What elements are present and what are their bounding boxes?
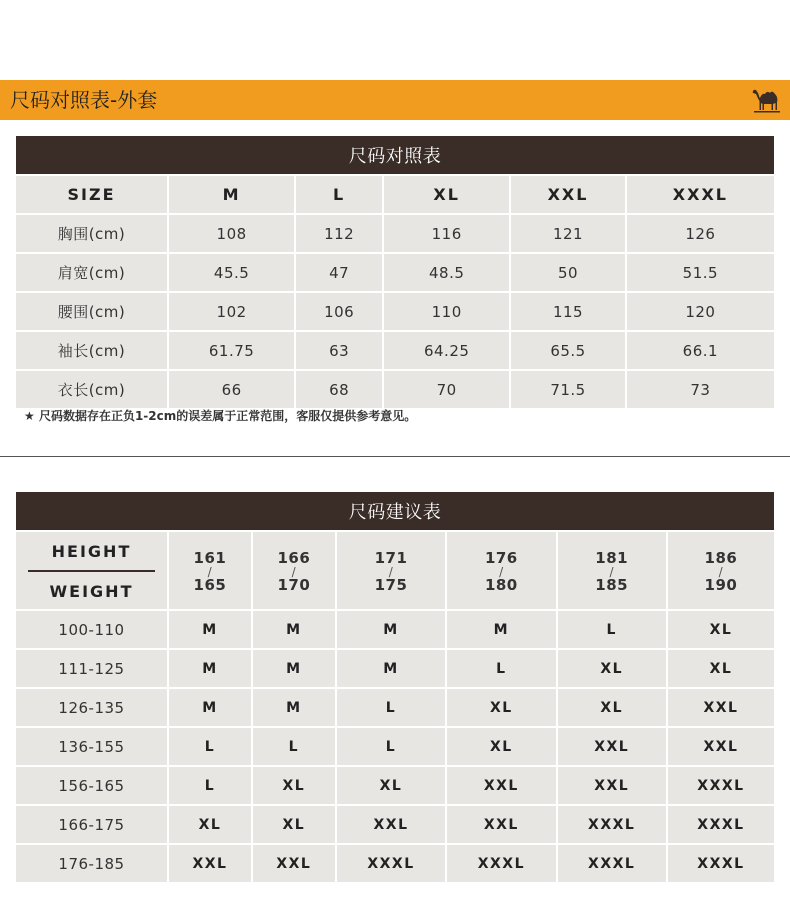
size-col-header: XL	[384, 176, 511, 215]
size-cell: XXXL	[558, 806, 668, 845]
height-label: HEIGHT	[28, 534, 155, 572]
height-max: 175	[374, 576, 408, 594]
size-cell: XL	[668, 611, 774, 650]
size-cell: M	[253, 611, 337, 650]
size-cell: XXL	[668, 689, 774, 728]
table-row	[16, 215, 774, 254]
size-cell: XXXL	[668, 767, 774, 806]
height-max: 165	[193, 576, 227, 594]
measure-value: 73	[627, 371, 774, 410]
measure-value: 65.5	[511, 332, 626, 371]
size-note-text: 尺码数据存在正负1-2cm的误差属于正常范围，客服仅提供参考意见。	[38, 409, 417, 423]
size-corner-label: SIZE	[16, 176, 169, 215]
height-sep: /	[291, 565, 297, 579]
height-max: 190	[704, 576, 738, 594]
size-cell: L	[253, 728, 337, 767]
measure-value: 48.5	[384, 254, 511, 293]
weight-range: 100-110	[16, 611, 169, 650]
measure-value: 71.5	[511, 371, 626, 410]
height-min: 166	[277, 549, 311, 567]
size-col-header: XXL	[511, 176, 626, 215]
size-cell: XXXL	[447, 845, 557, 884]
title-banner	[0, 80, 790, 120]
table-row	[16, 728, 774, 767]
measure-value: 120	[627, 293, 774, 332]
size-cell: M	[169, 611, 253, 650]
size-cell: L	[558, 611, 668, 650]
size-cell: XL	[337, 767, 447, 806]
size-col-header: M	[169, 176, 296, 215]
page-title-main: 尺码对照表-	[10, 88, 118, 112]
height-header-row	[16, 532, 774, 611]
measure-label: 腰围(cm)	[16, 293, 169, 332]
measure-value: 61.75	[169, 332, 296, 371]
height-min: 171	[374, 549, 408, 567]
size-cell: M	[337, 611, 447, 650]
size-cell: L	[337, 728, 447, 767]
size-cell: XXL	[169, 845, 253, 884]
height-sep: /	[609, 565, 614, 579]
measure-label: 肩宽(cm)	[16, 254, 169, 293]
star-icon: ★	[24, 409, 35, 423]
table-row	[16, 293, 774, 332]
measure-value: 51.5	[627, 254, 774, 293]
height-min: 186	[704, 549, 738, 567]
size-cell: XXXL	[558, 845, 668, 884]
size-col-header: XXXL	[627, 176, 774, 215]
table-row	[16, 611, 774, 650]
size-cell: XXXL	[668, 806, 774, 845]
size-cell: XXXL	[668, 845, 774, 884]
table-row	[16, 845, 774, 884]
size-cell: XL	[668, 650, 774, 689]
weight-label: WEIGHT	[49, 581, 134, 601]
height-weight-corner	[16, 532, 169, 611]
table-row	[16, 806, 774, 845]
weight-range: 176-185	[16, 845, 169, 884]
measure-value: 47	[296, 254, 384, 293]
size-cell: XXL	[558, 728, 668, 767]
size-cell: XL	[253, 767, 337, 806]
table-row	[16, 254, 774, 293]
measure-label: 衣长(cm)	[16, 371, 169, 410]
weight-range: 166-175	[16, 806, 169, 845]
size-note	[24, 406, 416, 426]
table-row	[16, 689, 774, 728]
measure-value: 112	[296, 215, 384, 254]
size-cell: M	[337, 650, 447, 689]
height-sep: /	[207, 565, 213, 579]
measure-value: 68	[296, 371, 384, 410]
size-cell: L	[447, 650, 557, 689]
table-row	[16, 650, 774, 689]
weight-range: 156-165	[16, 767, 169, 806]
measure-value: 106	[296, 293, 384, 332]
page-title-category: 外套	[117, 88, 158, 112]
size-cell: XXL	[668, 728, 774, 767]
measure-value: 110	[384, 293, 511, 332]
size-cell: XXL	[558, 767, 668, 806]
measure-value: 121	[511, 215, 626, 254]
measure-value: 64.25	[384, 332, 511, 371]
height-sep: /	[718, 565, 724, 579]
height-max: 170	[277, 576, 311, 594]
height-range-header	[447, 532, 557, 611]
page-title	[10, 86, 157, 114]
height-min: 161	[193, 549, 227, 567]
table-row	[16, 332, 774, 371]
measure-value: 126	[627, 215, 774, 254]
size-cell: XL	[558, 650, 668, 689]
size-cell: XL	[447, 689, 557, 728]
weight-range: 111-125	[16, 650, 169, 689]
size-cell: M	[447, 611, 557, 650]
recommend-chart-caption: 尺码建议表	[16, 492, 774, 532]
weight-range: 136-155	[16, 728, 169, 767]
height-sep: /	[388, 565, 394, 579]
size-cell: M	[253, 650, 337, 689]
measure-value: 50	[511, 254, 626, 293]
recommend-chart-table	[16, 492, 774, 884]
measure-value: 45.5	[169, 254, 296, 293]
camel-logo-icon	[750, 84, 784, 116]
height-min: 181	[595, 549, 629, 567]
height-range-header	[337, 532, 447, 611]
measure-value: 66	[169, 371, 296, 410]
size-chart-table	[16, 136, 774, 410]
measure-label: 袖长(cm)	[16, 332, 169, 371]
size-chart-caption: 尺码对照表	[16, 136, 774, 176]
section-divider	[0, 456, 790, 457]
size-cell: XXL	[253, 845, 337, 884]
height-sep: /	[499, 565, 504, 579]
size-cell: M	[169, 650, 253, 689]
measure-value: 63	[296, 332, 384, 371]
size-cell: XXL	[447, 767, 557, 806]
size-cell: XL	[558, 689, 668, 728]
height-range-header	[558, 532, 668, 611]
size-cell: M	[169, 689, 253, 728]
measure-value: 115	[511, 293, 626, 332]
size-cell: XL	[253, 806, 337, 845]
size-cell: L	[337, 689, 447, 728]
size-cell: XXL	[337, 806, 447, 845]
measure-value: 66.1	[627, 332, 774, 371]
weight-range: 126-135	[16, 689, 169, 728]
measure-value: 108	[169, 215, 296, 254]
table-row	[16, 767, 774, 806]
measure-value: 116	[384, 215, 511, 254]
size-cell: XXXL	[337, 845, 447, 884]
height-range-header	[169, 532, 253, 611]
table-row	[16, 371, 774, 410]
height-range-header	[253, 532, 337, 611]
height-range-header	[668, 532, 774, 611]
measure-value: 70	[384, 371, 511, 410]
size-cell: M	[253, 689, 337, 728]
measure-value: 102	[169, 293, 296, 332]
size-cell: XXL	[447, 806, 557, 845]
size-cell: XL	[447, 728, 557, 767]
size-cell: L	[169, 728, 253, 767]
size-header-row	[16, 176, 774, 215]
height-max: 180	[484, 576, 518, 594]
size-col-header: L	[296, 176, 384, 215]
height-min: 176	[484, 549, 518, 567]
size-cell: L	[169, 767, 253, 806]
height-max: 185	[595, 576, 629, 594]
size-cell: XL	[169, 806, 253, 845]
measure-label: 胸围(cm)	[16, 215, 169, 254]
